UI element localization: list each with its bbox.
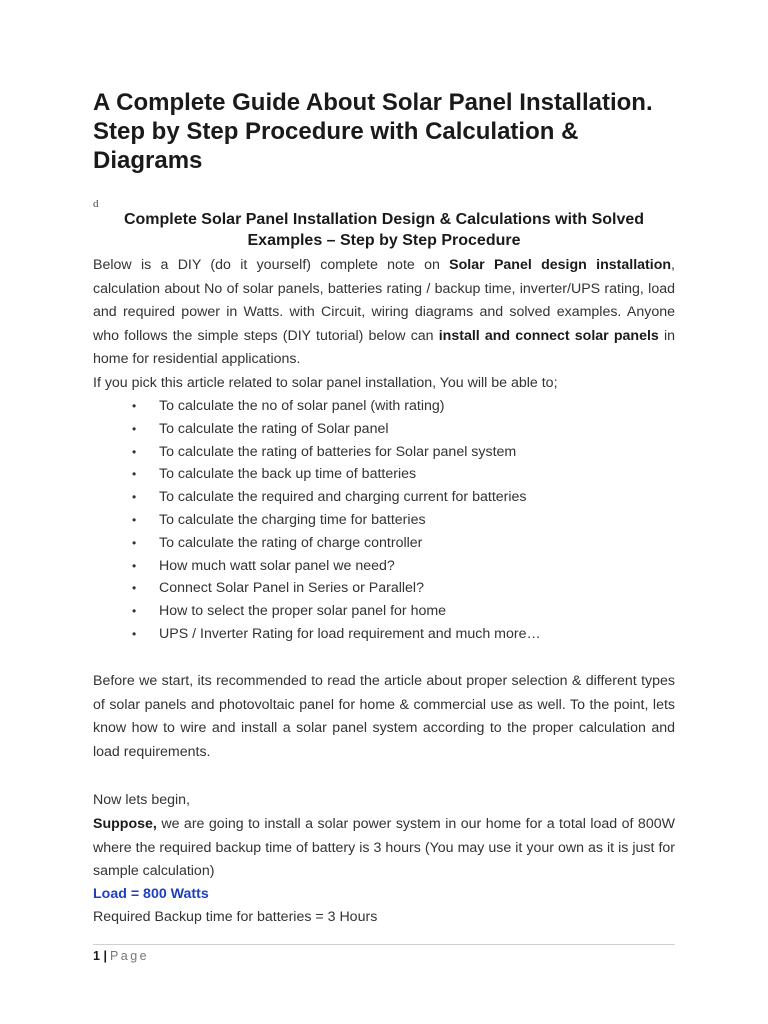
bullet-icon: • [132, 512, 137, 527]
section-subtitle: Complete Solar Panel Installation Design & Calculations with Solved Examples – Step by Step Procedure [123, 211, 645, 249]
bullet-icon: • [132, 490, 137, 505]
stray-character: d [93, 198, 99, 210]
list-item [93, 441, 675, 464]
document-page [93, 0, 675, 1024]
load-value: Load = 800 Watts [93, 886, 209, 902]
intro-paragraph [93, 254, 675, 372]
bullet-icon: • [132, 535, 137, 550]
list-item-text: UPS / Inverter Rating for load requirement and much more… [159, 625, 541, 642]
intro-bold-1: Solar Panel design installation [449, 257, 672, 273]
bullet-icon: • [132, 604, 137, 619]
pick-paragraph: If you pick this article related to solar panel installation, You will be able to; [93, 375, 558, 391]
before-paragraph: Before we start, its recommended to read the article about proper selection & different types of solar panels and photovoltaic panel for home & commercial use as well. To the point, lets know how to wire and install a solar panel system according to the proper calculation and load requirements. [93, 673, 675, 760]
bullet-icon: • [132, 626, 137, 641]
page-footer [93, 948, 149, 964]
list-item-text: To calculate the rating of Solar panel [159, 420, 389, 437]
backup-time-line: Required Backup time for batteries = 3 Hours [93, 909, 378, 925]
bullet-icon: • [132, 399, 137, 413]
page-number: 1 [93, 949, 100, 963]
objectives-list [93, 395, 675, 646]
bullet-icon: • [132, 444, 137, 459]
list-item-text: To calculate the rating of batteries for Solar panel system [159, 443, 517, 460]
intro-text-2: , calculation about No of solar panels, batteries rating / backup time, inverter/UPS rating, load and required power in Watts. with Circuit, wiring diagrams and solved examples. Anyone who follows the simple steps (DIY tutorial) below can [93, 257, 675, 344]
list-item [93, 623, 675, 646]
list-item [93, 532, 675, 555]
list-item-text: To calculate the rating of charge controller [159, 534, 423, 551]
list-item-text: To calculate the charging time for batteries [159, 511, 426, 528]
page-separator: | [103, 949, 107, 963]
list-item [93, 600, 675, 623]
document-title: A Complete Guide About Solar Panel Installation. Step by Step Procedure with Calculation & Diagrams [93, 89, 653, 174]
intro-text-1: Below is a DIY (do it yourself) complete note on [93, 257, 450, 273]
list-item [93, 509, 675, 532]
list-item [93, 418, 675, 441]
intro-text-3: in home for residential applications. [93, 327, 676, 368]
list-item [93, 555, 675, 578]
suppose-text: we are going to install a solar power system in our home for a total load of 800W where the required backup time of battery is 3 hours (You may use it your own as it is just for sample calculation) [93, 816, 675, 880]
list-item-text: To calculate the required and charging current for batteries [159, 489, 527, 506]
intro-bold-2: install and connect solar panels [438, 327, 659, 344]
list-item-text: To calculate the back up time of batteries [159, 466, 417, 483]
list-item [93, 395, 675, 418]
list-item-text: To calculate the no of solar panel (with rating) [159, 398, 445, 414]
bullet-icon: • [132, 558, 137, 573]
list-item-text: Connect Solar Panel in Series or Parallel? [159, 580, 424, 597]
footer-divider [93, 944, 675, 945]
list-item-text: How much watt solar panel we need? [159, 557, 395, 574]
begin-paragraph: Now lets begin, [93, 792, 190, 808]
list-item [93, 463, 675, 486]
list-item [93, 577, 675, 600]
bullet-icon: • [132, 581, 137, 596]
list-item-text: How to select the proper solar panel for home [159, 603, 447, 620]
list-item [93, 486, 675, 509]
bullet-icon: • [132, 467, 137, 482]
bullet-icon: • [132, 421, 137, 436]
page-label: Page [109, 949, 150, 963]
suppose-bold: Suppose, [93, 816, 157, 832]
suppose-paragraph [93, 813, 675, 884]
